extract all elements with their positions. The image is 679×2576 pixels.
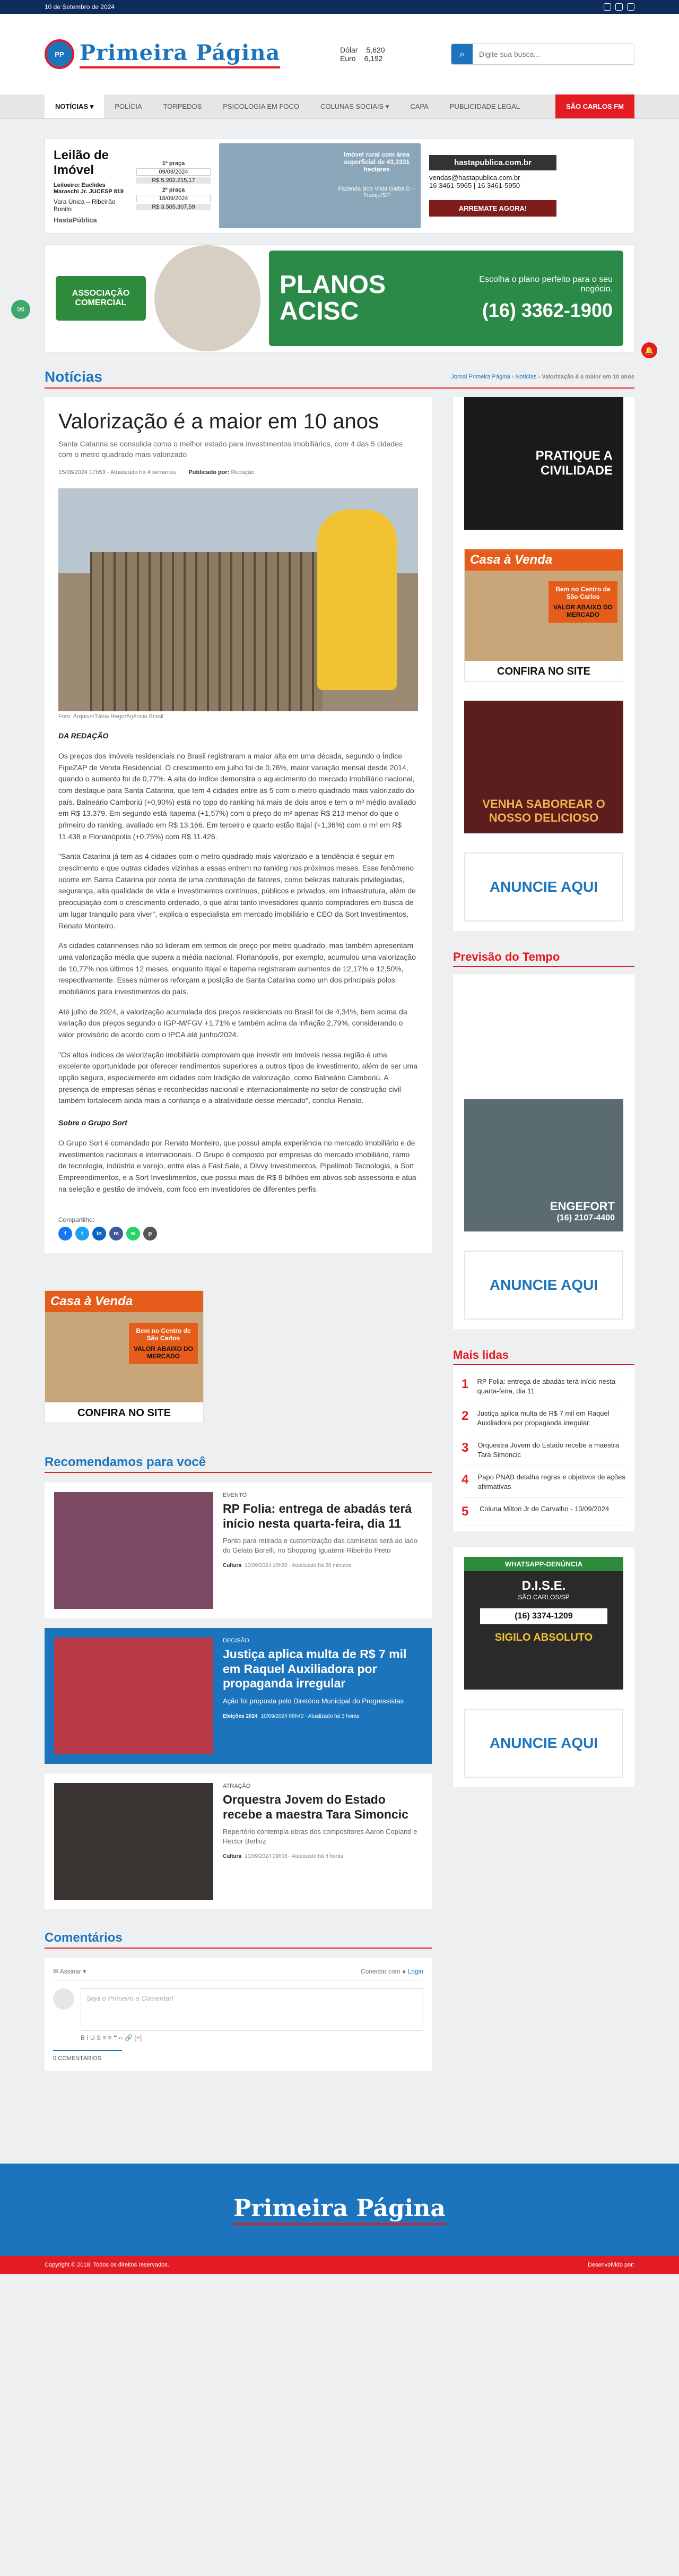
leilao-vara: Vara Única – Ribeirão Bonito [54, 197, 116, 213]
main-nav [0, 94, 679, 119]
comment-toolbar[interactable]: B I U S ≡ ≡ ❝ ‹› 🔗 [+] [81, 2034, 142, 2042]
login-icon[interactable]: ● [402, 1968, 406, 1976]
article-title: Valorização é a maior em 10 anos [58, 410, 379, 433]
anuncie-slot[interactable] [453, 1241, 634, 1329]
rec-item[interactable] [45, 1483, 432, 1618]
whatsapp-phone: (16) 3374-1209 [480, 1608, 607, 1624]
weather-title: Previsão do Tempo [453, 950, 634, 967]
property-desc: Imóvel rural com área superficial de 43,3331 hectares [343, 151, 410, 173]
hasta-phone: 16 3461-5965 | 16 3461-5950 [429, 182, 520, 189]
article-paragraph: "Santa Catarina já tem as 4 cidades com o metro quadrado mais valorizado e a tendência é seguir em crescimento e que outras cidades vizinhas a essas entrem no ranking nos próximos meses. Esse fenômeno ocorre em Santa Catarina por conta de uma combinação de fatores, como belezas naturais privilegiadas, segurança, alta qualidade de vida e investimentos contínuos, públicos e privados, em infraestrutura, além de preocupação com o crescimento ordenado, o que atrai tanto investidores quanto compradores em busca de um lugar tranquilo para viver", explica o especialista em mercado imobiliário e CEO da Sort Investimentos, Renato Monteiro. [58, 852, 416, 930]
rec-tag[interactable]: Cultura [223, 1562, 241, 1569]
rank-number: 3 [462, 1441, 469, 1455]
praca-label: 1ª praça [162, 160, 185, 167]
currency-label: Euro [340, 54, 356, 63]
mais-lidas-link[interactable]: Justiça aplica multa de R$ 7 mil em Raquel Auxiliadora por propaganda irregular [477, 1409, 610, 1427]
hasta-site: hastapublica.com.br [429, 155, 556, 170]
comments-box [45, 1958, 432, 2071]
top-bar [0, 0, 679, 14]
article-date: 15/08/2024 17h53 - Atualizado há 4 semanas [58, 469, 176, 476]
nav-item-policia[interactable]: POLÍCIA [115, 102, 142, 110]
ad-person-photo [154, 245, 260, 351]
recs-header [45, 1455, 432, 1473]
logo-text: Primeira Página [80, 40, 280, 68]
author[interactable]: Redação [231, 469, 255, 476]
nav-item-publicidade[interactable]: PUBLICIDADE LEGAL [449, 102, 520, 110]
share-label: Compartilhe: [58, 1216, 95, 1224]
praca-value: R$ 5.202.215,17 [136, 177, 211, 184]
breadcrumb-current: Valorização é a maior em 10 anos [542, 374, 634, 380]
casa-title: Casa à Venda [465, 549, 623, 571]
rec-excerpt: Ação foi proposta pelo Diretório Municipal do Progressistas [223, 1697, 404, 1705]
recs-list [45, 1483, 432, 1909]
arremate-button[interactable]: ARREMATE AGORA! [429, 200, 556, 217]
logo-badge: PP [45, 39, 74, 69]
rec-item[interactable] [45, 1773, 432, 1909]
rec-category: ATRAÇÃO [223, 1783, 251, 1790]
search-input[interactable] [473, 44, 634, 64]
article-paragraph: "Os altos índices de valorização imobiliária comprovam que investir em imóveis nessa região é uma excelente oportunidade por oferecer rendimentos superiores a outros tipos de investimento, além de ser uma opção segura, especialmente em cidades com tradição de valorização, como Balneário Camboriú. A presença de empresas sérias e reconhecidas nacional e internacionalmente no setor de construção civil também fortalecem ainda mais a confiança e a atratividade desse mercado", conclui Renato. [58, 1050, 418, 1105]
site-logo[interactable] [45, 39, 340, 69]
casa-tag: Bem no Centro de São Carlos [555, 585, 611, 600]
copyright-bar [0, 2256, 679, 2274]
notification-icon[interactable]: 🔔 [641, 342, 657, 358]
whatsapp-sigilo: SIGILO ABSOLUTO [494, 1632, 593, 1644]
praca-value: R$ 3.505.307,59 [136, 204, 211, 210]
search-box [451, 44, 634, 65]
rec-excerpt: Repertório contempla obras dos compositores Aaron Copland e Hector Berlioz [223, 1828, 417, 1845]
nav-item-capa[interactable]: CAPA [410, 102, 429, 110]
mais-lidas-list [453, 1365, 634, 1531]
rec-date: 10/09/2024 09h08 - Atualizado há 4 horas [245, 1853, 343, 1859]
rec-image [54, 1492, 213, 1609]
share-section [58, 1216, 418, 1240]
acisc-title: PLANOS [280, 270, 386, 299]
footer-logo[interactable]: Primeira Página [233, 2195, 446, 2225]
mais-lidas-link[interactable]: RP Folia: entrega de abadás terá início nesta quarta-feira, dia 11 [477, 1377, 616, 1395]
casa-cta: CONFIRA NO SITE [497, 665, 590, 677]
article-paragraph: O Grupo Sort é comandado por Renato Monteiro, que possui ampla experiência no mercado imobiliário e de investimentos nacionais e internacionais. O Grupo é composto por empresas do mercado imobiliário, ramo de tecnologia, indústria e varejo, entre elas a Fast Sale, a Divvy Investimentos, Pipelimob Tecnologia, a Sort Empreendimentos, e a Sort Investimentos, que possui mais de R$ 8 bilhões em ativos sob assessoria e atua na seleção e gestão de imóveis, com foco em investidores de diferentes perfis. [58, 1138, 416, 1193]
main-column [45, 397, 432, 2071]
photo-credit: Foto: Arquivo/Tânia Rego/Agência Brasil [58, 713, 164, 720]
ad-civilidade[interactable] [453, 397, 634, 539]
rec-title[interactable]: RP Folia: entrega de abadás terá início nesta quarta-feira, dia 11 [223, 1502, 412, 1530]
rank-number: 2 [462, 1409, 469, 1424]
anuncie-aqui: ANUNCIE AQUI [464, 1709, 623, 1778]
avatar [53, 1988, 74, 2010]
about-title: Sobre o Grupo Sort [58, 1118, 127, 1127]
praca-label: 2ª praça [162, 187, 185, 193]
currency-value: 6,192 [364, 54, 383, 63]
recs-title: Recomendamos para você [45, 1455, 206, 1470]
share-twitter-icon[interactable]: t [75, 1227, 89, 1240]
rec-date: 10/09/2024 10h20 - Atualizado há 56 minutos [245, 1562, 352, 1569]
search-icon[interactable]: ⌕ [451, 44, 473, 65]
whatsapp-city: SÃO CARLOS/SP [518, 1593, 570, 1601]
subscribe-toggle[interactable]: ✉ Assinar ▾ [53, 1968, 86, 1976]
property-photo [219, 143, 421, 228]
mais-lidas-link[interactable]: Papo PNAB detalha regras e objetivos de ações afirmativas [477, 1473, 625, 1491]
developer-credit[interactable]: Desenvolvido por: [587, 2262, 634, 2269]
casa-tag2: VALOR ABAIXO DO MERCADO [553, 604, 613, 618]
mais-lidas-link[interactable]: Orquestra Jovem do Estado recebe a maestra Tara Simoncic [477, 1441, 619, 1459]
whatsapp-org: D.I.S.E. [521, 1579, 566, 1593]
rec-category: EVENTO [223, 1492, 247, 1499]
social-links [604, 3, 634, 11]
rec-category: DECISÃO [223, 1638, 249, 1644]
anuncie-slot[interactable] [453, 843, 634, 931]
acisc-phone: (16) 3362-1900 [482, 299, 613, 321]
tabajara-text: VENHA SABOREAR O NOSSO DELICIOSO [464, 701, 623, 833]
share-messenger-icon[interactable]: m [109, 1227, 123, 1240]
casa-tag: Bem no Centro de São Carlos [136, 1327, 191, 1342]
nav-item-torpedos[interactable]: TORPEDOS [163, 102, 202, 110]
facebook-icon[interactable] [604, 3, 611, 11]
ad-tabajara[interactable] [453, 691, 634, 843]
mais-lidas-item[interactable] [462, 1402, 626, 1434]
rec-tag[interactable]: Eleições 2024 [223, 1713, 258, 1719]
rec-image [54, 1638, 213, 1754]
breadcrumb-home[interactable]: Jornal Primeira Página [451, 374, 510, 380]
casa-title: Casa à Venda [45, 1291, 203, 1312]
comments-title: Comentários [45, 1931, 123, 1945]
mais-lidas-item[interactable] [462, 1498, 626, 1526]
ad-whatsapp-denuncia[interactable] [453, 1547, 634, 1699]
acisc-logo: ASSOCIAÇÃO COMERCIAL [56, 276, 146, 321]
copyright-text: Copyright © 2018. Todos os direitos reservados. [45, 2262, 169, 2269]
instagram-icon[interactable] [615, 3, 623, 11]
rank-number: 4 [462, 1472, 469, 1487]
nav-item-psicologia[interactable]: PSICOLOGIA EM FOCO [223, 102, 300, 110]
breadcrumb: Jornal Primeira Página › Notícias › Valorização é a maior em 10 anos [451, 374, 634, 380]
author-label: Publicado por: [188, 469, 230, 476]
share-print-icon[interactable]: p [143, 1227, 157, 1240]
ad-banner-leilao[interactable] [45, 138, 634, 234]
nav-item-radio[interactable]: SÃO CARLOS FM [555, 94, 634, 118]
login-link[interactable]: Login [407, 1968, 423, 1976]
leilao-leiloeiro: Leiloeiro: Euclides Maraschi Jr. JUCESP 819 [54, 182, 124, 195]
footer [0, 2164, 679, 2256]
leilao-brand: HastaPública [54, 216, 97, 224]
acisc-tagline: Escolha o plano perfeito para o seu negócio. [479, 275, 613, 294]
mais-lidas-item[interactable] [462, 1371, 626, 1402]
ad-banner-acisc[interactable] [17, 244, 654, 355]
anuncie-slot[interactable] [453, 1699, 634, 1787]
hasta-email: vendas@hastapublica.com.br [429, 174, 520, 182]
site-header [0, 14, 679, 94]
comment-count: 0 COMENTÁRIOS [53, 2050, 122, 2062]
property-location: Fazenda Boa Vista Gleba D – Trabiju/SP [338, 186, 415, 199]
email-icon[interactable] [627, 3, 634, 11]
rec-item[interactable] [45, 1628, 432, 1764]
rec-date: 10/09/2024 08h40 - Atualizado há 3 horas [260, 1713, 360, 1719]
comments-header [45, 1931, 432, 1949]
mais-lidas-item[interactable] [462, 1466, 626, 1498]
anuncie-aqui: ANUNCIE AQUI [464, 1251, 623, 1320]
article-source: DA REDAÇÃO [58, 731, 109, 740]
article-meta [58, 469, 418, 476]
section-header [45, 368, 634, 389]
anuncie-aqui: ANUNCIE AQUI [464, 852, 623, 921]
rec-title[interactable]: Orquestra Jovem do Estado recebe a maestra Tara Simoncic [223, 1793, 408, 1821]
engefort-name: ENGEFORT [550, 1200, 615, 1213]
nav-item-colunas[interactable]: COLUNAS SOCIAIS ▾ [320, 102, 389, 110]
praca-date: 09/09/2024 [136, 168, 211, 176]
praca-date: 18/09/2024 [136, 195, 211, 202]
acisc-title: ACISC [280, 297, 359, 325]
rec-image [54, 1783, 213, 1900]
rank-number: 1 [462, 1377, 469, 1391]
ad-engefort[interactable] [453, 1089, 634, 1241]
rec-excerpt: Ponto para retirada e customização das camisetas será ao lado do Gelato Borelli, no Shopping Iguatemi Ribeirão Preto [223, 1537, 418, 1554]
breadcrumb-category[interactable]: Notícias [515, 374, 537, 380]
article-paragraph: Até julho de 2024, a valorização acumulada dos preços residenciais no Brasil foi de 4,34%, bem acima da variação dos preços segundo o IGP-M/FGV +1,71% e também acima da inflação 2,79%, considerando o valor provisório de acordo com o IPCA até junho/2024. [58, 1007, 407, 1039]
acisc-planos [269, 251, 623, 346]
article-subtitle: Santa Catarina se consolida como o melhor estado para investimentos imobiliários, com 4 das 5 cidades com o metro quadrado mais valorizado [58, 440, 403, 459]
leilao-info [54, 148, 128, 224]
comment-input[interactable]: Seja o Primeiro a Comentar! [81, 1988, 423, 2031]
casa-tag2: VALOR ABAIXO DO MERCADO [133, 1345, 193, 1360]
ad-civilidade-title: PRATIQUE A CIVILIDADE [464, 397, 623, 530]
rank-number: 5 [462, 1504, 469, 1519]
currency-widget [340, 46, 451, 63]
share-facebook-icon[interactable]: f [58, 1227, 72, 1240]
leilao-pracas [136, 160, 211, 211]
article-paragraph: As cidades catarinenses não só lideram em termos de preço por metro quadrado, mas também apresentam uma valorização média que supera a média nacional. Florianópolis, por exemplo, acumulou uma valorização de 10,77% nos últimos 12 meses, enquanto Itajaí e Itapema registraram aumentos de 12,17% e 12,50%, respectivamente. Esses números reforçam a posição de Santa Catarina como um dos principais polos imobiliários para investimentos do país. [58, 941, 416, 996]
mais-lidas-title: Mais lidas [453, 1348, 634, 1365]
article-body [58, 730, 418, 1195]
leilao-title: Leilão de Imóvel [54, 148, 109, 177]
currency-label: Dólar [340, 46, 358, 54]
article [45, 397, 432, 1253]
rec-tag[interactable]: Cultura [223, 1853, 241, 1859]
hasta-contact [429, 155, 556, 217]
ad-casa-side[interactable] [453, 539, 634, 691]
nav-item-noticias[interactable]: NOTÍCIAS ▾ [45, 94, 104, 118]
mais-lidas-link[interactable]: Coluna Milton Jr de Carvalho - 10/09/2024 [480, 1505, 610, 1513]
weather-widget [453, 975, 634, 1089]
whatsapp-head: WHATSAPP-DENÚNCIA [464, 1557, 623, 1571]
casa-cta: CONFIRA NO SITE [77, 1407, 171, 1419]
ad-casa-venda[interactable] [45, 1290, 204, 1423]
mais-lidas-item[interactable] [462, 1434, 626, 1466]
article-paragraph: Os preços dos imóveis residenciais no Brasil registraram a maior alta em uma década, segundo o Índice FipeZAP de Venda Residencial. O crescimento em julho foi de 0,76%, maior variação mensal desde 2014, quando o aumento foi de 0,77%. A alta do índice demonstra o aquecimento do mercado imobiliário nacional, com destaque para Santa Catarina, que tem 4 cidades entre as 5 com o metro quadrado mais valorizado do país. Balneário Camboriú (+0,90%) está no topo do ranking há mais de dois anos e tem o m² médio avaliado em R$ 13.379. Em segundo está Itapema (+1,57%) com o preço do m² apenas R$ 213 menor do que o primeiro do ranking, avaliado em R$ 13.166. Em terceiro e quarto estão Itajaí (+1,36%) com o m² em R$ 11.438 e Florianópolis (+0,75%) com R$ 11.426. [58, 751, 416, 841]
section-title: Notícias [45, 368, 102, 385]
rec-title[interactable]: Justiça aplica multa de R$ 7 mil em Raquel Auxiliadora por propaganda irregular [223, 1647, 407, 1691]
share-linkedin-icon[interactable]: in [92, 1227, 106, 1240]
sidebar [453, 397, 634, 2071]
engefort-phone: (16) 2107-4400 [556, 1213, 615, 1222]
connect-label: Conectar com [360, 1968, 401, 1976]
article-photo [58, 488, 418, 711]
current-date: 10 de Setembro de 2024 [45, 3, 115, 11]
chat-icon[interactable]: ✉ [11, 300, 30, 319]
share-whatsapp-icon[interactable]: w [126, 1227, 140, 1240]
currency-value: 5,620 [366, 46, 385, 54]
